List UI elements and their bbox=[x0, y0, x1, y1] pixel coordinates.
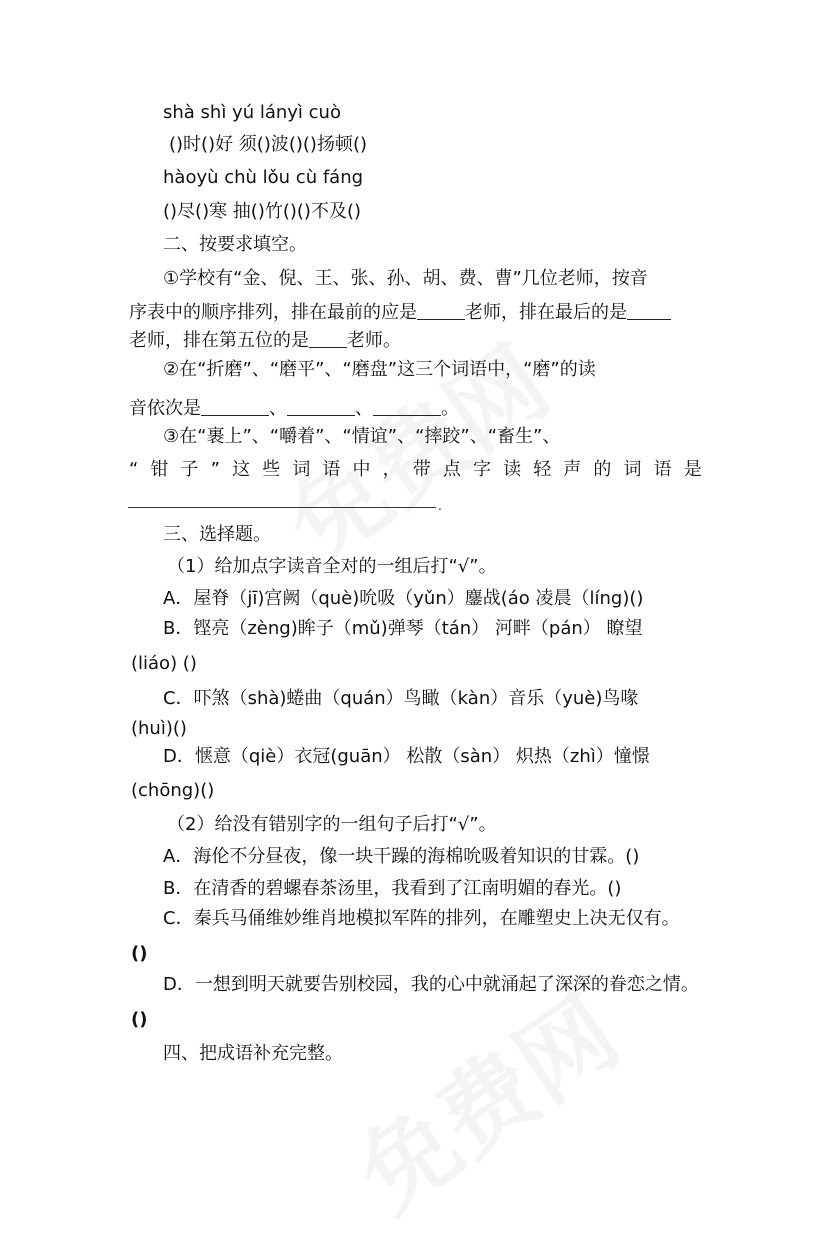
option-a: A．屋脊（jī)宫阙（què)吮吸（yǔn）鏖战(áo 凌晨（líng)() bbox=[163, 588, 644, 609]
question-1-line-2 bbox=[129, 301, 671, 325]
justified-char: 声 bbox=[563, 459, 582, 480]
justified-char: 词 bbox=[623, 459, 642, 480]
text-segment: 、 bbox=[355, 398, 373, 419]
answer-blank[interactable] bbox=[201, 397, 269, 416]
question-2-line-1: ②在“折磨”、“磨平”、“磨盘”这三个词语中，“磨”的读 bbox=[163, 359, 596, 380]
justified-char: 带 bbox=[412, 459, 431, 480]
answer-line[interactable] bbox=[128, 507, 436, 508]
pinyin-line-2: hàoyù chù lǒu cù fáng bbox=[163, 167, 364, 188]
justified-char: 词 bbox=[292, 459, 311, 480]
option-c-continued: (huì)() bbox=[131, 718, 187, 739]
pinyin-line-1: shà shì yú lányì cuò bbox=[163, 102, 341, 123]
text-segment: 。 bbox=[441, 398, 459, 419]
question-3-line-2 bbox=[129, 458, 702, 482]
option-b: B．在清香的碧螺春茶汤里，我看到了江南明媚的春光。() bbox=[163, 878, 622, 899]
justified-char: 轻 bbox=[533, 459, 552, 480]
justified-char: 是 bbox=[683, 459, 702, 480]
section-3-question-1: （1）给加点字读音全对的一组后打“√”。 bbox=[167, 556, 497, 577]
text-segment: 音依次是 bbox=[129, 398, 201, 419]
option-d: D．一想到明天就要告别校园，我的心中就涌起了深深的眷恋之情。 bbox=[163, 974, 699, 995]
justified-char: 语 bbox=[653, 459, 672, 480]
option-c-continued: () bbox=[131, 943, 148, 964]
answer-blank[interactable] bbox=[309, 329, 347, 348]
justified-char: ， bbox=[382, 459, 401, 480]
text-segment: 序表中的顺序排列，排在最前的应是 bbox=[129, 302, 417, 323]
option-c: C．秦兵马俑维妙维肖地模拟军阵的排列，在雕塑史上决无仅有。 bbox=[163, 908, 680, 929]
answer-line-end: . bbox=[438, 499, 442, 513]
justified-char: 子 bbox=[180, 459, 199, 480]
option-b: B．铿亮（zèng)眸子（mǔ)弹琴（tán） 河畔（pán） 瞭望 bbox=[163, 618, 643, 639]
justified-char: 点 bbox=[442, 459, 461, 480]
question-2-line-2 bbox=[129, 397, 459, 421]
question-1-line-3 bbox=[129, 329, 401, 353]
text-segment: 老师，排在第五位的是 bbox=[129, 330, 309, 351]
word-line-1: ()时()好 须()波()()扬顿() bbox=[169, 134, 367, 155]
section-3-question-2: （2）给没有错别字的一组句子后打“√”。 bbox=[167, 814, 497, 835]
section-2-title: 二、按要求填空。 bbox=[163, 234, 307, 255]
question-1-line-1: ①学校有“金、倪、王、张、孙、胡、费、曹”几位老师，按音 bbox=[163, 268, 648, 289]
section-4-title: 四、把成语补充完整。 bbox=[163, 1043, 343, 1064]
justified-char: “ bbox=[129, 459, 139, 480]
justified-char: 钳 bbox=[150, 459, 169, 480]
option-c: C．吓煞（shà)蜷曲（quán）鸟瞰（kàn）音乐（yuè)鸟喙 bbox=[163, 688, 639, 709]
text-segment: 老师。 bbox=[347, 330, 401, 351]
option-b-continued: (liáo) () bbox=[131, 653, 197, 674]
justified-char: 的 bbox=[593, 459, 612, 480]
answer-blank[interactable] bbox=[287, 397, 355, 416]
text-segment: 老师，排在最后的是 bbox=[465, 302, 627, 323]
option-a: A．海伦不分昼夜，像一块干躁的海棉吮吸着知识的甘霖。() bbox=[163, 846, 640, 867]
word-line-2: ()尽()寒 抽()竹()()不及() bbox=[163, 201, 361, 222]
option-d-continued: () bbox=[131, 1009, 148, 1030]
justified-char: 读 bbox=[503, 459, 522, 480]
justified-char: 这 bbox=[232, 459, 251, 480]
justified-char: 些 bbox=[262, 459, 281, 480]
option-d-continued: (chōng)() bbox=[131, 780, 215, 801]
text-segment: 、 bbox=[269, 398, 287, 419]
justified-char: ” bbox=[210, 459, 220, 480]
justified-char: 语 bbox=[322, 459, 341, 480]
answer-blank[interactable] bbox=[417, 301, 465, 320]
section-3-title: 三、选择题。 bbox=[163, 524, 271, 545]
justified-char: 中 bbox=[352, 459, 371, 480]
answer-blank[interactable] bbox=[627, 301, 671, 320]
answer-blank[interactable] bbox=[373, 397, 441, 416]
question-3-line-1: ③在“裹上”、“嚼着”、“情谊”、“摔跤”、“畜生”、 bbox=[163, 426, 561, 447]
watermark bbox=[327, 960, 641, 1237]
justified-char: 字 bbox=[472, 459, 491, 480]
option-d: D．惬意（qiè）衣冠(guān） 松散（sàn） 炽热（zhì）憧憬 bbox=[163, 746, 650, 767]
